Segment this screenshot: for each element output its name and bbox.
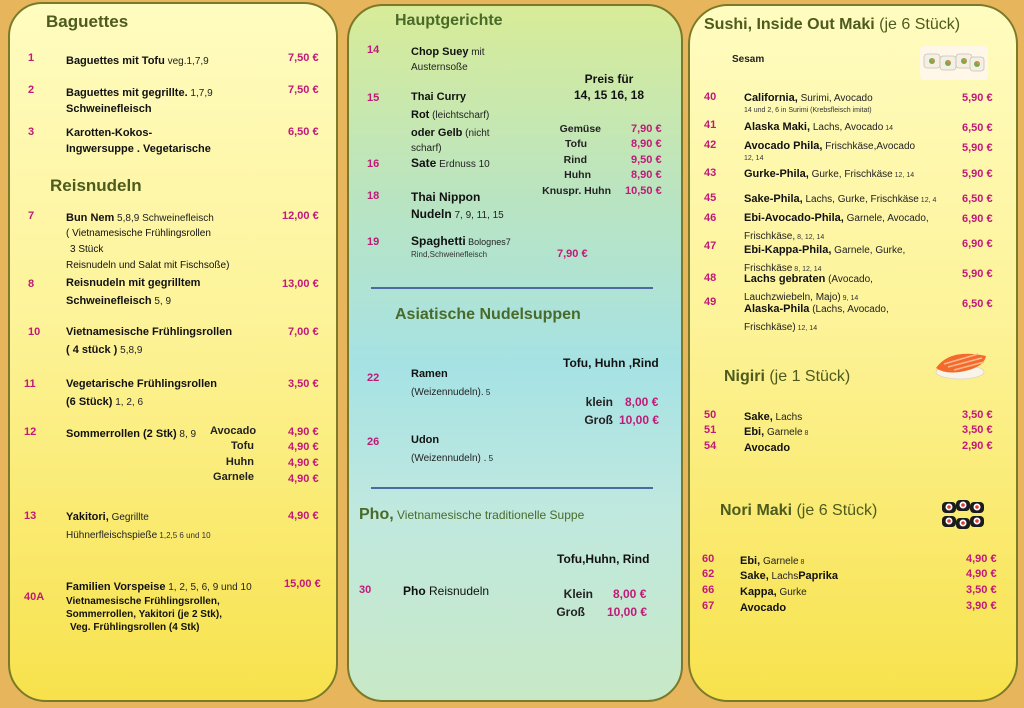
item-title: Vietnamesische Frühlingsrollen [66,326,233,338]
menu-item-name [744,136,915,163]
menu-item-name [66,424,196,442]
size-label: Groß [556,605,585,619]
item-price: 6,50 € [288,126,319,138]
menu-item-name [744,189,936,207]
pho-subtitle: Vietnamesische traditionelle Suppe [393,508,585,522]
item-price: 3,90 € [966,600,997,612]
menu-item-name [66,83,213,117]
item-number: 46 [704,212,717,224]
item-price: 6,50 € [962,193,993,205]
item-price: 7,00 € [288,326,319,338]
menu-item-name [411,366,490,400]
section-title-hauptgerichte: Hauptgerichte [395,12,503,29]
price-table-label: Huhn [564,169,591,181]
item-allergens: 7, 9, 11, 15 [451,210,504,221]
menu-item-name [66,125,211,157]
item-allergens: 1,7,9 [187,88,213,99]
nigiri-subtitle: (je 1 Stück) [764,368,851,385]
item-title: Bun Nem [66,212,115,224]
item-title: Ebi-Avocado-Phila, [744,212,844,224]
item-number: 49 [704,296,717,308]
size-label: klein [585,395,613,409]
item-desc: Garnele [764,427,803,438]
divider [371,487,653,489]
item-allergens: 8, 9 [176,429,197,440]
item-number: 7 [28,210,35,222]
item-title: Sake, [740,570,769,582]
item-desc: Garnele, Avocado, [843,213,929,224]
maki-image [920,46,988,80]
pho-title: Pho, [359,506,394,523]
item-title: oder Gelb [411,127,463,139]
menu-item-name [66,577,252,634]
price-header-line2: 14, 15 16, 18 [573,88,645,102]
option-price: 4,90 € [288,457,319,469]
item-price: 3,50 € [962,409,993,421]
item-title: Lachs gebraten [744,273,826,285]
item-title: Rot [411,109,430,121]
item-number: 51 [704,424,717,436]
item-allergens: 5, 9 [151,296,172,307]
size-price: 8,00 € [613,587,647,601]
item-price: 6,90 € [962,213,993,225]
item-desc: Gurke, Frischkäse [808,169,893,180]
price-table-price: 7,90 € [631,123,662,135]
item-price: 2,90 € [962,440,993,452]
item-price: 5,90 € [962,142,993,154]
item-title: Ramen [411,368,448,380]
item-desc: Veg. Frühlingsrollen (4 Stk) [70,622,200,633]
item-title: Thai Curry [411,91,467,103]
item-number: 12 [24,426,37,438]
item-title: Vegetarische Frühlingsrollen [66,378,217,390]
item-allergens: 12, 4 [918,197,937,204]
item-price: 7,50 € [288,52,319,64]
item-desc: Erdnuss 10 [436,159,490,170]
item-desc: Frischkäse) [744,322,796,333]
item-number: 15 [367,92,380,104]
item-price: 13,00 € [282,278,319,290]
item-title: Alaska-Phila [744,303,810,315]
price-table-price: 10,50 € [625,185,662,197]
item-desc: Frischkäse, [744,231,796,242]
item-desc: (Weizennudeln) . [411,453,487,464]
item-desc: Lachs, Avocado [810,122,884,133]
section-title-sushi [704,16,960,34]
item-number: 19 [367,236,380,248]
price-table-label: Rind [563,154,587,166]
item-price: 15,00 € [284,578,321,590]
item-title: Ebi, [740,555,761,567]
item-desc: Gegrillte [108,512,149,523]
item-desc: Gurke [776,587,807,598]
section-title-pho [359,506,584,524]
item-title: Karotten-Kokos- [66,127,153,139]
item-desc: Rind,Schweinefleisch [411,250,488,259]
item-title: Baguettes mit Tofu [66,55,165,67]
menu-item-name [66,51,209,69]
item-desc: Lachs, Gurke, Frischkäse [802,194,919,205]
menu-item-name [744,164,914,182]
maki-rolls-icon [920,46,988,80]
item-desc: Lauchzwiebeln, Majo) [744,292,841,303]
price-table-price: 9,50 € [631,154,662,166]
item-price: 3,50 € [966,584,997,596]
menu-item-name [744,438,790,456]
menu-panel-middle [347,4,683,702]
item-number: 54 [704,440,717,452]
item-desc: Frischkäse,Avocado [822,141,916,152]
price-header [559,72,659,102]
item-allergens: 5 [483,388,491,397]
item-title: Udon [411,434,440,446]
item-number: 42 [704,139,717,151]
section-title-reisnudeln: Reisnudeln [50,176,142,195]
item-price: 6,50 € [962,298,993,310]
item-desc: (Lachs, Avocado, [809,304,889,315]
sushi-title: Sushi, Inside Out Maki [704,16,875,33]
size-label: Klein [563,587,593,601]
item-title: Ebi, [744,426,765,438]
item-title: Avocado Phila, [744,140,823,152]
item-title-line2: (6 Stück) [66,396,113,408]
item-number: 66 [702,584,715,596]
item-title-line2: Schweinefleisch [66,103,152,115]
menu-item-name [66,507,211,543]
item-allergens: 12, 14 [892,172,915,179]
menu-item-name [740,598,786,616]
menu-panel-left [8,2,338,702]
menu-item-name [411,89,490,156]
item-desc: Garnele [760,556,799,567]
item-title: Gurke-Phila, [744,168,809,180]
menu-item-name [411,432,493,466]
section-title-nigiri [724,368,850,386]
item-number: 40 [704,91,717,103]
item-number: 8 [28,278,35,290]
nigiri-title: Nigiri [724,368,765,385]
option-price: 4,90 € [288,426,319,438]
item-number: 2 [28,84,35,96]
size-price: 10,00 € [607,605,648,619]
item-allergens: Bolognes7 [465,237,511,247]
option-label: Tofu [230,440,254,452]
item-allergens: 8 [802,430,809,437]
item-allergens: veg.1,7,9 [164,56,209,67]
item-desc: mit [468,47,485,58]
item-allergens: 1,2,5 6 und 10 [157,531,211,540]
item-number: 43 [704,167,717,179]
item-number: 50 [704,409,717,421]
option-price: 4,90 € [288,441,319,453]
size-label: Groß [584,413,613,427]
menu-item-name [744,117,893,135]
item-number: 41 [704,119,717,131]
menu-item-name [411,189,504,223]
item-allergens: 8, 12, 14 [792,266,822,273]
item-title: Spaghetti [411,234,466,248]
menu-panel-right [688,4,1018,702]
item-title: Familien Vorspeise [66,581,166,593]
menu-item-name [66,376,217,410]
item-desc: 3 Stück [70,244,104,255]
item-title: Nudeln [411,207,452,221]
item-price: 7,90 € [557,248,588,260]
item-price: 6,90 € [962,238,993,250]
item-allergens: 8, 12, 14 [795,234,825,241]
nigiri-icon [930,342,992,382]
item-title: California, [744,92,798,104]
item-title: Thai Nippon [411,190,481,204]
item-title: Sake-Phila, [744,193,803,205]
item-desc: Lachs [772,412,803,423]
price-table-label: Tofu [565,138,587,150]
item-desc: Reisnudeln und Salat mit Fischsoße) [66,260,230,271]
item-number: 16 [367,158,380,170]
menu-item-name [66,275,200,309]
item-number: 48 [704,272,717,284]
option-label: Avocado [210,425,257,437]
menu-item-name [411,232,511,259]
item-title: Baguettes mit gegrillte. [66,87,188,99]
item-number: 13 [24,510,37,522]
item-title: Sake, [744,411,773,423]
nori-subtitle: (je 6 Stück) [792,502,878,519]
item-desc: scharf) [411,143,442,154]
size-price: 8,00 € [625,395,659,409]
sushi-subtitle: (je 6 Stück) [874,16,961,33]
item-number: 47 [704,240,717,252]
item-title: Chop Suey [411,46,469,58]
item-allergens: 12, 14 [744,155,764,162]
menu-item-name [744,88,873,115]
item-number: 22 [367,372,380,384]
price-table-label: Gemüse [559,123,601,135]
menu-item-name [66,208,229,274]
item-price: 4,90 € [966,553,997,565]
item-title: Alaska Maki, [744,121,811,133]
item-title: Sommerrollen (2 Stk) [66,428,177,440]
item-title-line2: Ingwersuppe . Vegetarische [66,143,211,155]
item-number: 60 [702,553,715,565]
item-allergens: 1, 2, 5, 6, 9 und 10 [165,582,252,593]
item-allergens: 5,8,9 Schweinefleisch [114,213,214,224]
item-allergens: 12, 14 [795,325,818,332]
item-desc: (leichtscharf) [429,110,490,121]
item-price: 5,90 € [962,168,993,180]
section-title-nudelsuppen: Asiatische Nudelsuppen [395,306,581,323]
menu-item-name [66,324,232,358]
item-number: 11 [24,378,36,390]
size-price: 10,00 € [619,413,660,427]
nori-rolls-icon [938,496,988,538]
item-number: 3 [28,126,35,138]
section-title-baguettes: Baguettes [46,12,129,31]
item-title-line2: Schweinefleisch [66,295,152,307]
item-price: 7,50 € [288,84,319,96]
item-title: Pho [403,584,426,598]
menu-item-name [744,208,929,244]
item-allergens: 5,8,9 [117,345,143,356]
item-number: 26 [367,436,380,448]
item-allergens: 8 [798,559,805,566]
menu-item-name [403,584,489,598]
item-desc: Surimi, Avocado [797,93,873,104]
section-title-nori [720,502,877,520]
item-allergens: 9, 14 [840,295,859,302]
item-allergens: 14 [883,125,893,132]
item-price: 6,50 € [962,122,993,134]
item-price: 5,90 € [962,268,993,280]
item-desc: Vietnamesische Frühlingsrollen, [66,596,220,607]
item-number: 40A [24,591,45,603]
item-title: Avocado [740,602,787,614]
item-desc: (Weizennudeln). [411,387,484,398]
item-title-line2: ( 4 stück ) [66,344,118,356]
item-number: 30 [359,584,372,596]
item-number: 1 [28,52,35,64]
pho-price-header: Tofu,Huhn, Rind [557,552,650,566]
item-desc: Lachs [768,571,799,582]
item-price: 12,00 € [282,210,319,222]
item-title: Ebi-Kappa-Phila, [744,244,832,256]
item-title: Kappa, [740,586,777,598]
option-label: Huhn [225,456,254,468]
item-allergens: 14 und 2, 6 in Surimi (Krebsfleisch imitat) [744,107,872,114]
menu-item-name [411,154,490,172]
item-price: 5,90 € [962,92,993,104]
nigiri-image [930,342,992,382]
item-number: 14 [367,44,380,56]
item-desc: Frischkäse [744,263,793,274]
item-extra: Paprika [798,570,838,582]
divider [371,287,653,289]
soup-price-header: Tofu, Huhn ,Rind [563,356,659,370]
item-desc: Austernsoße [411,62,468,73]
item-title: Yakitori, [66,511,109,523]
price-header-line1: Preis für [584,72,634,86]
price-table-price: 8,90 € [631,169,662,181]
menu-item-name [411,42,485,75]
item-desc: Reisnudeln [425,584,490,598]
item-desc: Sommerrollen, Yakitori (je 2 Stk), [66,609,222,620]
item-price: 3,50 € [962,424,993,436]
item-number: 67 [702,600,715,612]
item-number: 62 [702,568,715,580]
menu-item-name [744,299,889,335]
item-allergens: 5 [486,454,494,463]
item-price: 4,90 € [966,568,997,580]
sesam-label: Sesam [732,54,765,65]
item-number: 10 [28,326,41,338]
item-price: 3,50 € [288,378,319,390]
option-price: 4,90 € [288,473,319,485]
item-desc: (nicht [462,128,490,139]
nori-title: Nori Maki [720,502,793,519]
item-title: Avocado [744,442,791,454]
item-desc: Garnele, Gurke, [831,245,906,256]
option-label: Garnele [213,471,254,483]
item-title: Reisnudeln mit gegrilltem [66,277,201,289]
price-table-price: 8,90 € [631,138,662,150]
item-allergens: 1, 2, 6 [112,397,144,408]
item-number: 18 [367,190,380,202]
nori-image [938,496,988,538]
item-title: Sate [411,156,437,170]
item-number: 45 [704,192,717,204]
item-price: 4,90 € [288,510,319,522]
item-desc: Hühnerfleischspieße [66,530,158,541]
price-table-label: Knuspr. Huhn [542,185,611,197]
item-desc: ( Vietnamesische Frühlingsrollen [66,228,211,239]
item-desc: (Avocado, [825,274,873,285]
